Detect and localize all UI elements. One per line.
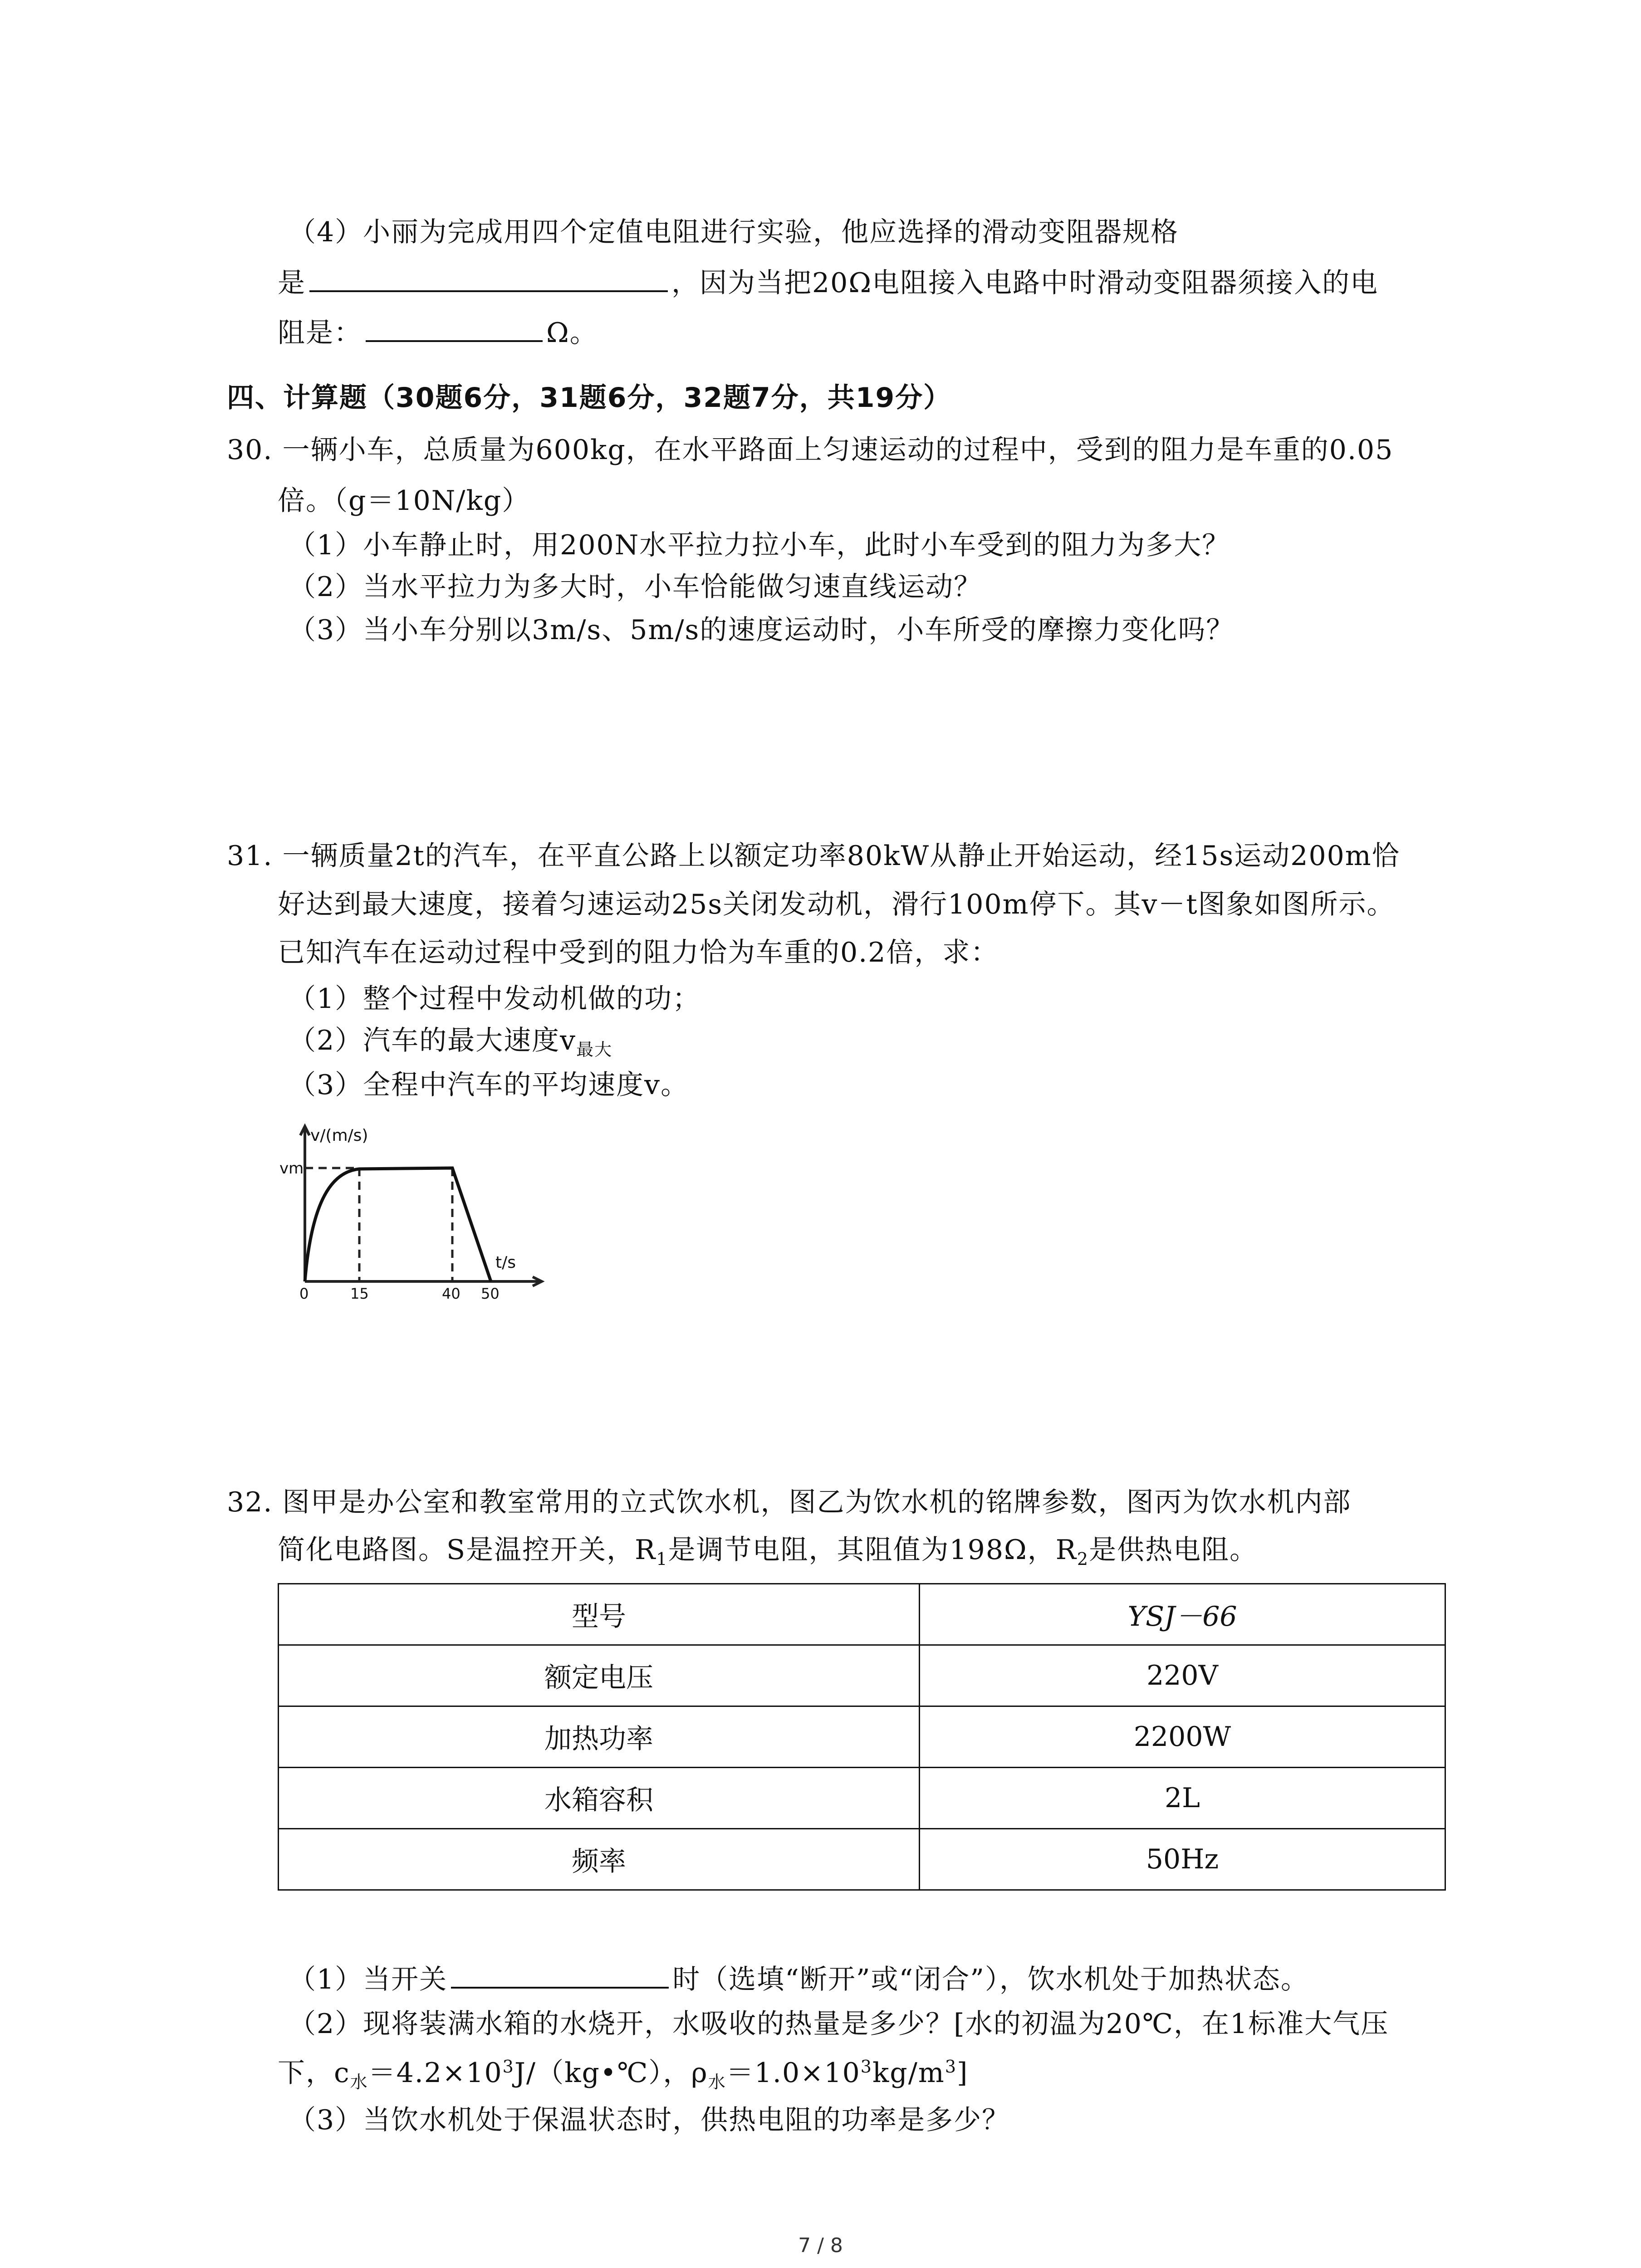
q31-line3: 已知汽车在运动过程中受到的阻力恰为车重的0.2倍，求：: [278, 937, 999, 968]
page-number: 7 / 8: [798, 2234, 843, 2257]
velocity-time-graph: [278, 1118, 550, 1300]
q30-sub2: （2）当水平拉力为多大时，小车恰能做匀速直线运动？: [289, 571, 982, 603]
spec-label: 额定电压: [279, 1645, 920, 1706]
velocity-curve: [305, 1168, 491, 1281]
tick-label-50: 50: [481, 1285, 500, 1300]
y-axis-label: v/(m/s): [310, 1126, 368, 1145]
q32-line2: 简化电路图。S是温控开关，$R_1$是调节电阻，其阻值为198Ω，$R_2$是供热电阻。: [278, 1534, 1258, 1569]
q32-line1: 32. 图甲是办公室和教室常用的立式饮水机，图乙为饮水机的铭牌参数，图丙为饮水机内部: [227, 1486, 1352, 1518]
vm-label: vm: [279, 1159, 304, 1178]
table-row: [279, 1768, 1445, 1829]
tick-label-40: 40: [442, 1285, 460, 1300]
q29-4-line1: （4）小丽为完成用四个定值电阻进行实验，他应选择的滑动变阻器规格: [289, 216, 1179, 248]
spec-value: 2200W: [920, 1706, 1445, 1768]
tick-label-15: 15: [350, 1285, 369, 1300]
table-row: [279, 1706, 1445, 1768]
q32-sub1: （1）当开关 时（选填“断开”或“闭合”），饮水机处于加热状态。: [289, 1960, 1309, 1999]
q31-sub3: （3）全程中汽车的平均速度v。: [289, 1069, 689, 1101]
spec-label: 加热功率: [279, 1706, 920, 1768]
section-title: 四、计算题（30题6分，31题6分，32题7分，共19分）: [227, 382, 952, 414]
spec-value: 220V: [920, 1645, 1445, 1706]
x-axis-label: t/s: [495, 1253, 516, 1272]
spec-label: 型号: [279, 1584, 920, 1645]
spec-value: YSJ－66: [920, 1584, 1445, 1645]
q32-sub2-line2: 下，$c_水=4.2\times 10^3J/(kg•℃)$，$\rho_水=1.0\times 10^3kg/m^3$]: [278, 2057, 969, 2092]
q32-sub2-line1: （2）现将装满水箱的水烧开，水吸收的热量是多少？[水的初温为20℃，在1标准大气压: [289, 2008, 1389, 2040]
table-row: [279, 1645, 1445, 1706]
nameplate-spec-table: [278, 1583, 1446, 1891]
q30-sub3: （3）当小车分别以3m/s、5m/s的速度运动时，小车所受的摩擦力变化吗？: [289, 614, 1234, 646]
tick-label-0: 0: [299, 1285, 309, 1300]
q32-sub3: （3）当饮水机处于保温状态时，供热电阻的功率是多少？: [289, 2104, 1010, 2136]
spec-value: 2L: [920, 1768, 1445, 1829]
spec-label: 水箱容积: [279, 1768, 920, 1829]
q30-line1: 30. 一辆小车，总质量为600kg，在水平路面上匀速运动的过程中，受到的阻力是车重的0.05: [227, 434, 1394, 466]
table-row: [279, 1829, 1445, 1890]
table-row: [279, 1584, 1445, 1645]
q31-line1: 31. 一辆质量2t的汽车，在平直公路上以额定功率80kW从静止开始运动，经15s运动200m恰: [227, 840, 1400, 872]
spec-value: 50Hz: [920, 1829, 1445, 1890]
q29-4-line3: 阻是： Ω。: [278, 313, 598, 352]
q30-line2: 倍。（g＝10N/kg）: [278, 485, 530, 517]
q29-4-line2: 是 ，因为当把20Ω电阻接入电路中时滑动变阻器须接入的电: [278, 263, 1378, 302]
answer-blank-rheostat-spec[interactable]: [309, 263, 668, 292]
q31-sub2: （2）汽车的最大速度$v_{最大}$: [289, 1025, 613, 1060]
q30-sub1: （1）小车静止时，用200N水平拉力拉小车，此时小车受到的阻力为多大？: [289, 529, 1230, 561]
q31-sub1: （1）整个过程中发动机做的功；: [289, 983, 701, 1015]
spec-label: 频率: [279, 1829, 920, 1890]
answer-blank-switch-state[interactable]: [451, 1960, 669, 1989]
q31-line2: 好达到最大速度，接着匀速运动25s关闭发动机，滑行100m停下。其v－t图象如图所示。: [278, 889, 1395, 920]
answer-blank-resistance[interactable]: [366, 313, 543, 342]
